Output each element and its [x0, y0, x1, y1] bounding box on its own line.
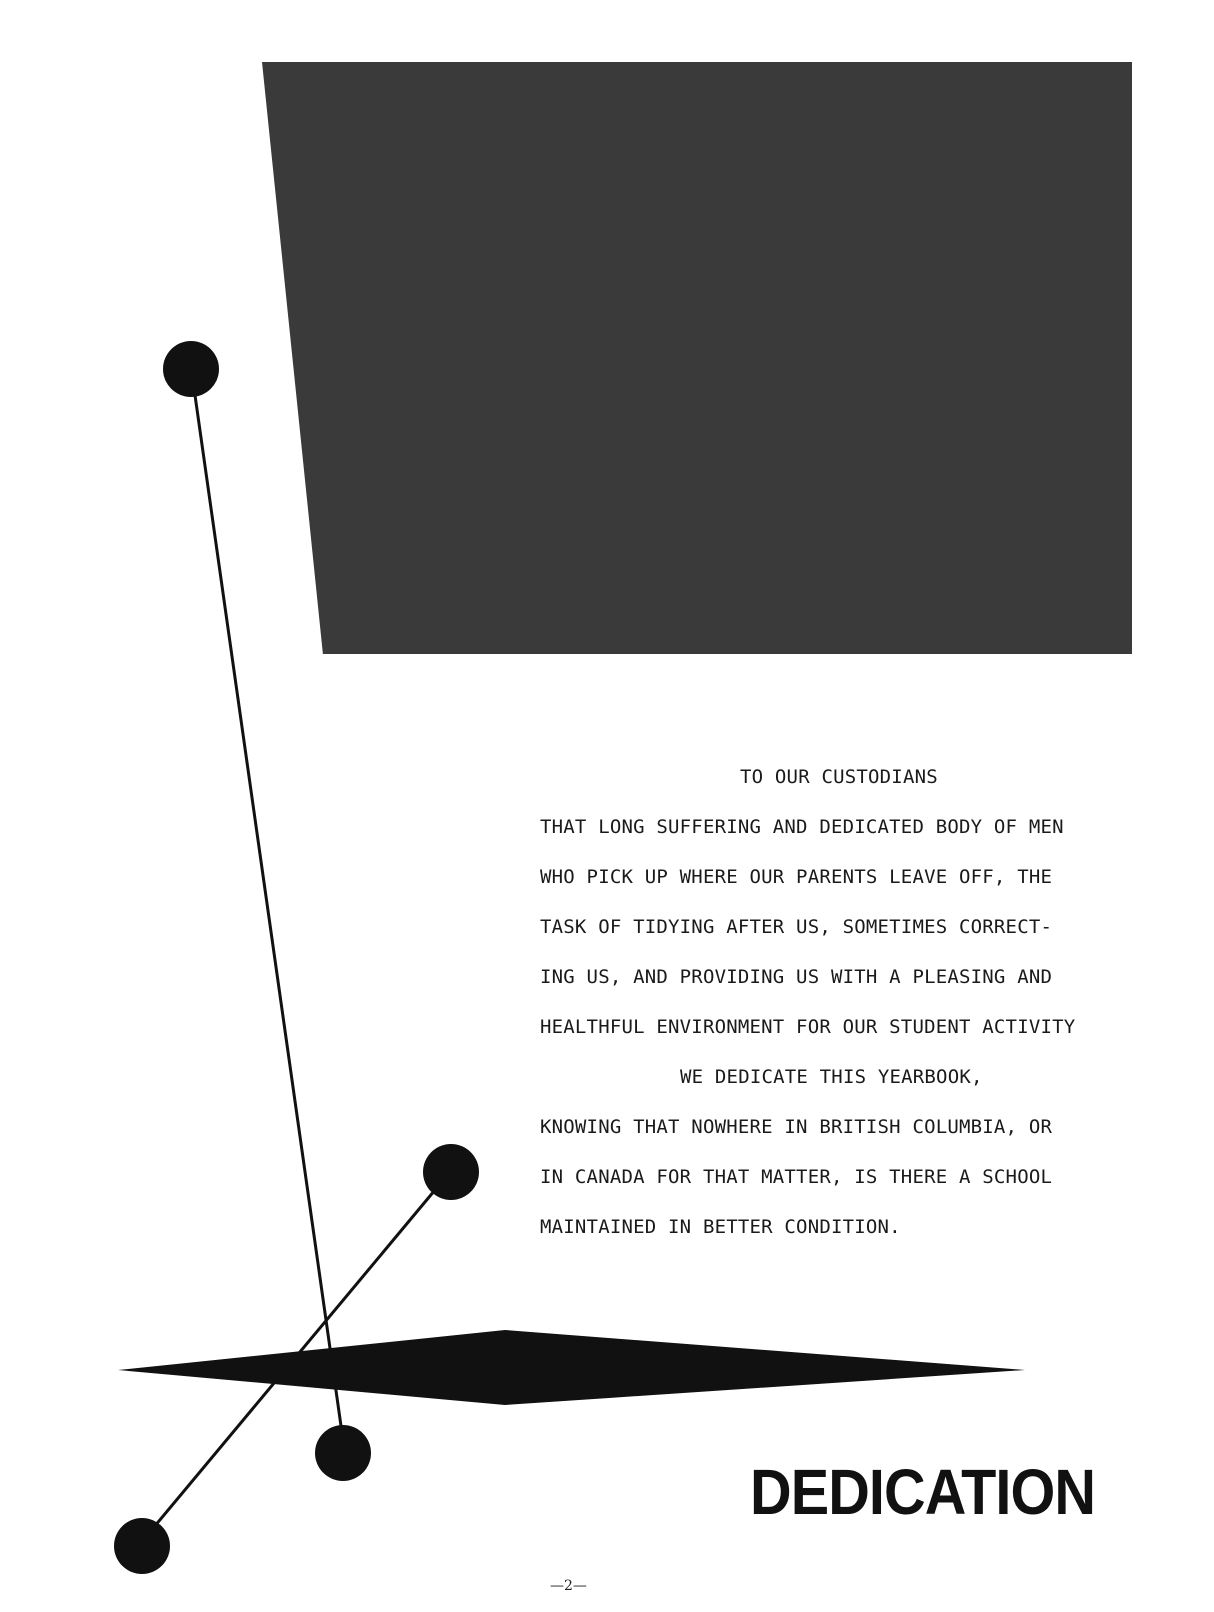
decor-diamond: [118, 1330, 1025, 1405]
text-line: WHO PICK UP WHERE OUR PARENTS LEAVE OFF, THE: [540, 866, 1053, 888]
text-line: THAT LONG SUFFERING AND DEDICATED BODY OF MEN: [540, 816, 1064, 838]
text-line: MAINTAINED IN BETTER CONDITION.: [540, 1216, 901, 1238]
group-photo: [262, 62, 1132, 654]
text-line: IN CANADA FOR THAT MATTER, IS THERE A SCHOOL: [540, 1166, 1053, 1188]
decor-line-short: [139, 1172, 450, 1545]
decor-dot-top: [163, 341, 219, 397]
dedication-text: [540, 752, 1140, 1252]
decor-dot-bottom: [114, 1518, 170, 1574]
text-line: HEALTHFUL ENVIRONMENT FOR OUR STUDENT ACTIVITY: [540, 1016, 1076, 1038]
text-line: ING US, AND PROVIDING US WITH A PLEASING AND: [540, 966, 1053, 988]
text-line: KNOWING THAT NOWHERE IN BRITISH COLUMBIA, OR: [540, 1116, 1053, 1138]
decor-dot-middle: [423, 1144, 479, 1200]
page-number: —2—: [550, 1578, 587, 1594]
text-line: TASK OF TIDYING AFTER US, SOMETIMES CORRECT-: [540, 916, 1053, 938]
decor-dot-lower: [315, 1425, 371, 1481]
page-title: DEDICATION: [750, 1456, 1096, 1528]
text-line: WE DEDICATE THIS YEARBOOK,: [680, 1066, 983, 1088]
text-line: TO OUR CUSTODIANS: [740, 766, 938, 788]
